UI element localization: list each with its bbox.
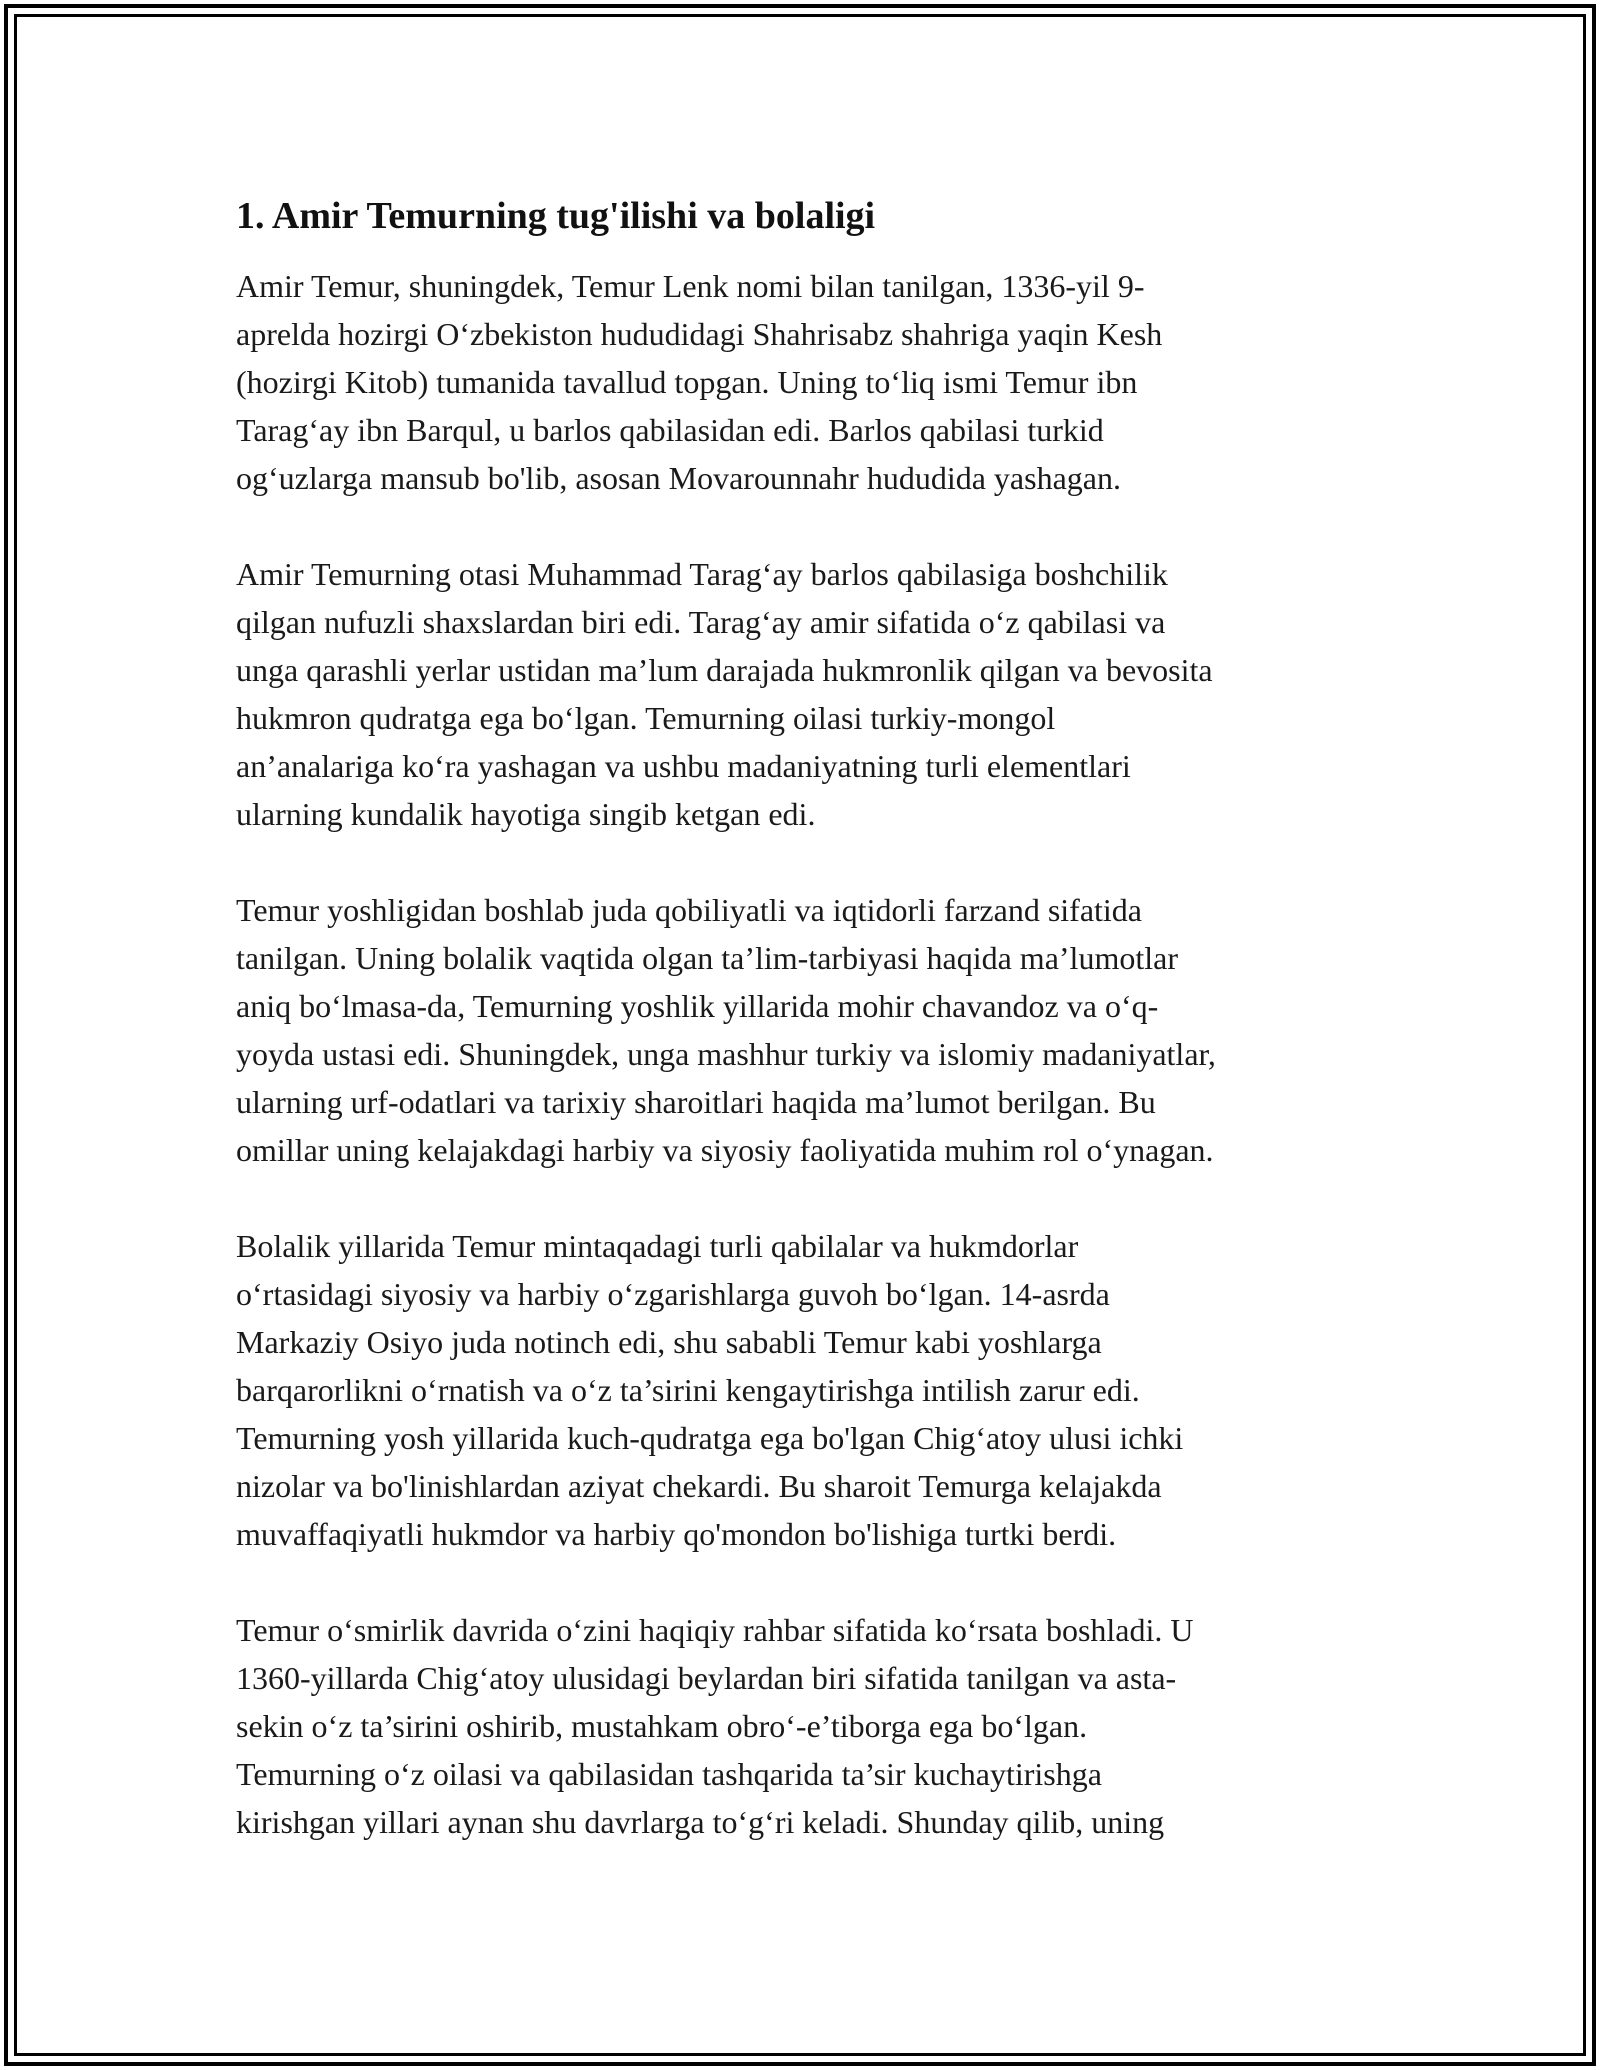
paragraph <box>236 550 1386 838</box>
text-line: Amir Temur, shuningdek, Temur Lenk nomi bilan tanilgan, 1336-yil 9- <box>236 268 1145 304</box>
text-line: Amir Temurning otasi Muhammad Tarag‘ay barlos qabilasiga boshchilik <box>236 556 1168 592</box>
text-line: an’analariga ko‘ra yashagan va ushbu madaniyatning turli elementlari <box>236 748 1131 784</box>
paragraph <box>236 1222 1386 1558</box>
text-line: Bolalik yillarida Temur mintaqadagi turli qabilalar va hukmdorlar <box>236 1228 1079 1264</box>
text-line: ularning urf-odatlari va tarixiy sharoitlari haqida ma’lumot berilgan. Bu <box>236 1084 1156 1120</box>
text-line: o‘rtasidagi siyosiy va harbiy o‘zgarishlarga guvoh bo‘lgan. 14-asrda <box>236 1276 1110 1312</box>
text-line: barqarorlikni o‘rnatish va o‘z ta’sirini kengaytirishga intilish zarur edi. <box>236 1372 1140 1408</box>
text-line: Temurning o‘z oilasi va qabilasidan tashqarida ta’sir kuchaytirishga <box>236 1756 1102 1792</box>
text-line: Tarag‘ay ibn Barqul, u barlos qabilasidan edi. Barlos qabilasi turkid <box>236 412 1104 448</box>
text-line: kirishgan yillari aynan shu davrlarga to‘g‘ri keladi. Shunday qilib, uning <box>236 1804 1165 1840</box>
text-line: yoyda ustasi edi. Shuningdek, unga mashhur turkiy va islomiy madaniyatlar, <box>236 1036 1216 1072</box>
text-line: sekin o‘z ta’sirini oshirib, mustahkam obro‘-e’tiborga ega bo‘lgan. <box>236 1708 1088 1744</box>
text-line: Markaziy Osiyo juda notinch edi, shu sababli Temur kabi yoshlarga <box>236 1324 1102 1360</box>
text-line: Temurning yosh yillarida kuch-qudratga ega bo'lgan Chig‘atoy ulusi ichki <box>236 1420 1184 1456</box>
paragraph <box>236 1606 1386 1846</box>
paragraph <box>236 886 1386 1174</box>
text-line: Temur o‘smirlik davrida o‘zini haqiqiy rahbar sifatida ko‘rsata boshladi. U <box>236 1612 1194 1648</box>
text-line: hukmron qudratga ega bo‘lgan. Temurning oilasi turkiy-mongol <box>236 700 1056 736</box>
document-body <box>236 190 1386 1894</box>
text-line: tanilgan. Uning bolalik vaqtida olgan ta’lim-tarbiyasi haqida ma’lumotlar <box>236 940 1178 976</box>
text-line: qilgan nufuzli shaxslardan biri edi. Tarag‘ay amir sifatida o‘z qabilasi va <box>236 604 1166 640</box>
section-heading: 1. Amir Temurning tug'ilishi va bolaligi <box>236 195 876 237</box>
text-line: nizolar va bo'linishlardan aziyat chekardi. Bu sharoit Temurga kelajakda <box>236 1468 1162 1504</box>
text-line: aprelda hozirgi O‘zbekiston hududidagi Shahrisabz shahriga yaqin Kesh <box>236 316 1163 352</box>
paragraph-list <box>236 262 1386 1846</box>
text-line: muvaffaqiyatli hukmdor va harbiy qo'mondon bo'lishiga turtki berdi. <box>236 1516 1117 1552</box>
text-line: aniq bo‘lmasa-da, Temurning yoshlik yillarida mohir chavandoz va o‘q- <box>236 988 1159 1024</box>
text-line: 1360-yillarda Chig‘atoy ulusidagi beylardan biri sifatida tanilgan va asta- <box>236 1660 1177 1696</box>
text-line: omillar uning kelajakdagi harbiy va siyosiy faoliyatida muhim rol o‘ynagan. <box>236 1132 1214 1168</box>
paragraph <box>236 262 1386 502</box>
text-line: og‘uzlarga mansub bo'lib, asosan Movarounnahr hududida yashagan. <box>236 460 1121 496</box>
text-line: Temur yoshligidan boshlab juda qobiliyatli va iqtidorli farzand sifatida <box>236 892 1142 928</box>
text-line: unga qarashli yerlar ustidan ma’lum darajada hukmronlik qilgan va bevosita <box>236 652 1213 688</box>
text-line: (hozirgi Kitob) tumanida tavallud topgan. Uning to‘liq ismi Temur ibn <box>236 364 1138 400</box>
text-line: ularning kundalik hayotiga singib ketgan edi. <box>236 796 816 832</box>
